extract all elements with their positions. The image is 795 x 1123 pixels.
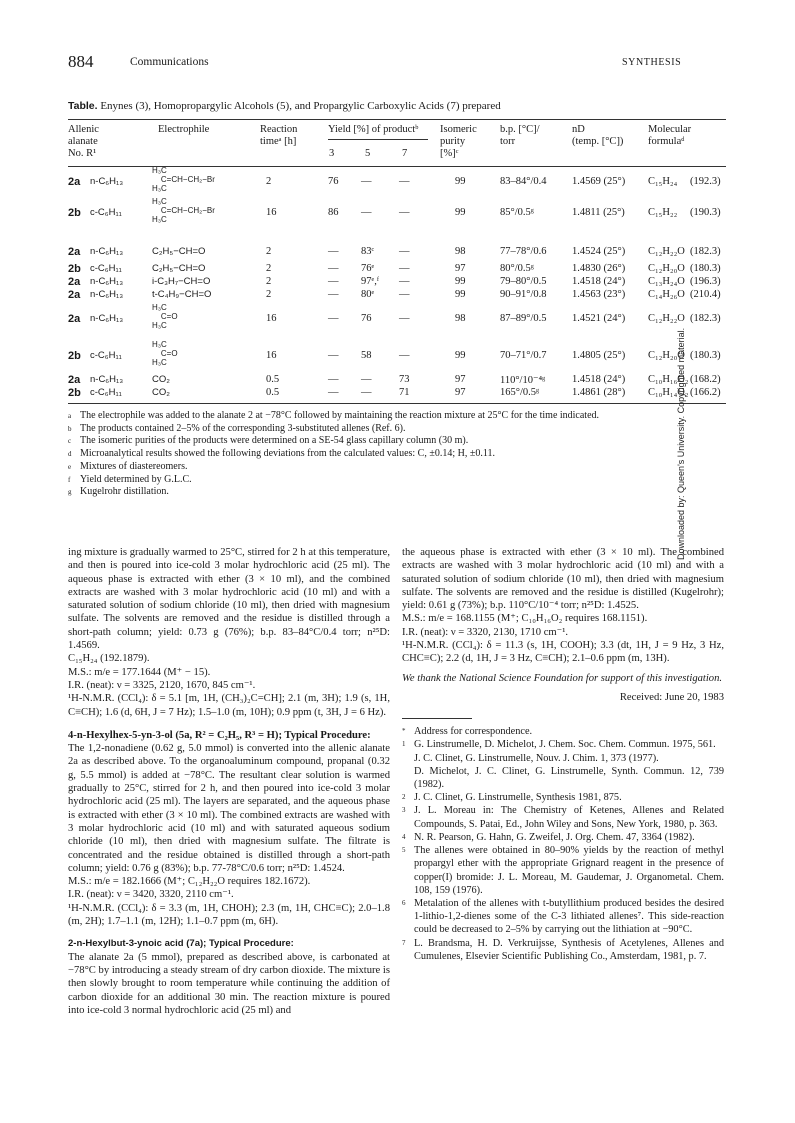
paragraph: ¹H-N.M.R. (CCl₄): δ = 5.1 [m, 1H, (CH₃)₂C=CH]; 2.1 (m, 3H); 1.9 (s, 1H, C≡CH); 1.6 (d, 6H, J = 7 Hz); 1.5–1.0 (m, 10H); 0.9 ppm (t, 3H, J = 6 Hz).: [68, 693, 390, 718]
table-cell-bp: 77–78°/0.6: [500, 246, 547, 257]
footnote-mark: f: [68, 475, 71, 484]
paragraph: ¹H-N.M.R. (CCl₄): δ = 3.3 (m, 1H, CHOH); 2.3 (m, 1H, CHC≡C); 2.0–1.8 (m, 2H); 1.7–1.1 (m, 12H); 1.1–0.7 ppm (m, 6H).: [68, 902, 390, 928]
table-cell-purity: 98: [455, 313, 466, 324]
table-cell-formula: C₁₀H₁₄O₂: [648, 387, 689, 398]
table-cell-y3: 86: [328, 207, 339, 218]
table-cell-no: 2b: [68, 207, 81, 219]
col-header-bp: b.p. [°C]/ torr: [500, 124, 540, 147]
table-cell-time: 2: [266, 289, 272, 300]
section-title: Communications: [130, 56, 209, 68]
table-cell-bp: 83–84°/0.4: [500, 176, 547, 187]
table-cell-y3: 76: [328, 176, 339, 187]
table-cell-no: 2a: [68, 246, 81, 258]
table-cell-purity: 99: [455, 276, 466, 287]
reference-item: [402, 765, 724, 791]
paragraph: M.S.: m/e = 182.1666 (M⁺; C₁₂H₂₂O requires 182.1672).: [68, 876, 311, 888]
footnote-mark: a: [68, 412, 72, 420]
table-cell-formula: C₁₄H₂₆O: [648, 289, 685, 300]
footnote-text: Yield determined by G.L.C.: [80, 473, 192, 485]
paragraph: The 1,2-nonadiene (0.62 g, 5.0 mmol) is converted into the allenic alanate 2a as described above. To the organoaluminum compound, propanal (0.32 g, 5.5 mmol) is added at −78°C. The resultant clear solution is warmed gradually to 25°C, stirred for 2 h, and then poured into ice-cold 3 molar hydrochloric acid (25 ml). The layers are separated, and the aqueous phase is extracted with ether (3 × 10 ml). The combined extracts are washed with 3 molar hydrochloric acid (10 ml) and with saturated aqueous sodium chloride (10 ml), then dried with magnesium sulfate. The filtrate is concentrated and the residue obtained is distilled through a short-path column; yield: 0.76 g (83%); b.p. 77-78°C/0.6 torr; n²⁵D: 1.4524.: [68, 743, 390, 874]
table-cell-y7: —: [399, 276, 410, 287]
table-cell-time: 2: [266, 176, 272, 187]
col-header-y7: 7: [402, 148, 408, 159]
reference-item: [402, 897, 724, 937]
reference-mark: 1: [402, 740, 406, 749]
paragraph: I.R. (neat): ν = 3325, 2120, 1670, 845 cm⁻¹.: [68, 679, 256, 691]
col-header-allenic: Allenic alanate No. R¹: [68, 124, 99, 159]
footnote-mark: c: [68, 437, 72, 446]
reference-item: [402, 831, 724, 844]
col-header-yield: Yield [%] of productᵇ: [328, 124, 419, 135]
table-footnote: [68, 423, 405, 436]
paragraph: I.R. (neat): ν = 3320, 2130, 1710 cm⁻¹.: [402, 626, 569, 638]
table-cell-mw: (196.3): [690, 276, 721, 287]
reference-item: [402, 725, 724, 738]
table-cell-electrophile: CO₂: [152, 374, 170, 385]
table-cell-bp: 85°/0.5ᵍ: [500, 207, 534, 218]
reference-item: [402, 844, 724, 897]
table-cell-electrophile: C₂H₅−CH=O: [152, 246, 206, 257]
table-cell-nd: 1.4521 (24°): [572, 313, 626, 324]
table-cell-electrophile: H₃C C=O H₃C: [152, 303, 178, 330]
table-cell-purity: 99: [455, 207, 466, 218]
footnote-text: Kugelrohr distillation.: [80, 486, 169, 498]
table-cell-y7: —: [399, 246, 410, 257]
paragraph: M.S.: m/e = 168.1155 (M⁺; C₁₀H₁₆O₂ requires 168.1151).: [402, 613, 648, 625]
reference-text: G. Linstrumelle, D. Michelot, J. Chem. Soc. Chem. Commun. 1975, 561.: [414, 739, 716, 751]
table-cell-nd: 1.4811 (25°): [572, 207, 625, 218]
reference-mark: 5: [402, 846, 406, 855]
yield-subrule: [328, 139, 428, 140]
table-caption-label: Table.: [68, 100, 98, 112]
left-column: [68, 546, 390, 1017]
table-cell-r: n-C₆H₁₃: [90, 374, 124, 385]
table-caption-text: Enynes (3), Homopropargylic Alcohols (5), and Propargylic Carboxylic Acids (7) prepared: [100, 100, 501, 112]
table-cell-r: c-C₆H₁₁: [90, 263, 122, 274]
table-cell-nd: 1.4518 (24°): [572, 276, 626, 287]
table-cell-r: n-C₆H₁₃: [90, 313, 124, 324]
table-cell-mw: (180.3): [690, 350, 721, 361]
reference-text: J. C. Clinet, G. Linstrumelle, Synthesis 1981, 875.: [414, 792, 622, 804]
table-cell-y7: 71: [399, 387, 410, 398]
table-cell-y5: 76: [361, 313, 372, 324]
table-caption: [68, 100, 501, 112]
table-footnote: [68, 448, 495, 461]
table-cell-electrophile: H₃C C=CH−CH₂−Br H₃C: [152, 197, 215, 224]
table-cell-bp: 110°/10⁻⁴ᵍ: [500, 375, 546, 386]
table-cell-no: 2a: [68, 289, 81, 301]
table-cell-y3: —: [328, 350, 339, 361]
table-cell-electrophile: H₃C C=O H₃C: [152, 340, 178, 367]
table-cell-no: 2a: [68, 313, 81, 325]
table-cell-no: 2b: [68, 350, 81, 362]
reference-text: J. L. Moreau in: The Chemistry of Ketenes, Allenes and Related Compounds, S. Patai, Ed., John Wiley and Sons, New York, 1980, p. 363.: [414, 805, 724, 830]
table-footnote: [68, 486, 169, 499]
table-cell-time: 16: [266, 207, 277, 218]
paragraph: ¹H-N.M.R. (CCl₄): δ = 11.3 (s, 1H, COOH); 3.3 (dt, 1H, J = 9 Hz, 3 Hz, CHC≡C); 2.2 (d, 1H, J = 3 Hz, C≡CH); 2.1–0.6 ppm (m, 13H).: [402, 640, 724, 665]
table-cell-electrophile: t-C₄H₉−CH=O: [152, 289, 212, 300]
table-cell-nd: 1.4518 (24°): [572, 374, 626, 385]
table-cell-y7: —: [399, 176, 410, 187]
table-footnote: [68, 461, 187, 474]
paragraph: I.R. (neat): ν = 3420, 3320, 2110 cm⁻¹.: [68, 889, 234, 901]
table-cell-bp: 165°/0.5ᵍ: [500, 387, 540, 398]
table-cell-r: c-C₆H₁₁: [90, 387, 122, 398]
table-cell-mw: (168.2): [690, 374, 721, 385]
footnote-mark: e: [68, 462, 72, 471]
table-cell-y5: —: [361, 207, 372, 218]
table-cell-y5: —: [361, 387, 372, 398]
paragraph: The alanate 2a (5 mmol), prepared as described above, is carbonated at −78°C by introducing a steady stream of dry carbon dioxide. The mixture is then slowly brought to room temperature while continuing the addition of carbon dioxide for an additional 30 min. The reaction mixture is poured into ice-cold 3 normal hydrochloric acid (25 ml) and: [68, 951, 390, 1016]
table-cell-time: 2: [266, 263, 272, 274]
table-cell-mw: (166.2): [690, 387, 721, 398]
table-cell-nd: 1.4861 (28°): [572, 387, 626, 398]
table-cell-purity: 99: [455, 176, 466, 187]
col-header-electrophile: Electrophile: [158, 124, 210, 135]
paragraph: M.S.: m/e = 177.1644 (M⁺ − 15).: [68, 666, 211, 678]
table-cell-y3: —: [328, 246, 339, 257]
table-cell-mw: (190.3): [690, 207, 721, 218]
footnote-text: Microanalytical results showed the following deviations from the calculated values: C, ±0.14; H, ±0.11.: [80, 448, 495, 460]
reference-text: The allenes were obtained in 80–90% yields by the reaction of methyl propargyl ether with the appropriate Grignard reagent in the presence of copper(I) bromide: J. L. Moreau, M. Gaudemar, J. Organometal. Chem. 108, 159 (1976).: [414, 845, 724, 896]
footnote-text: The electrophile was added to the alanate 2 at −78°C followed by maintaining the reaction mixture at 25°C for the time indicated.: [80, 410, 600, 421]
table-cell-y5: —: [361, 374, 372, 385]
table-cell-y5: —: [361, 176, 372, 187]
section-heading: 4-n-Hexylhex-5-yn-3-ol (5a, R² = C₂H₅, R³ = H); Typical Procedure:: [68, 729, 371, 741]
table-cell-electrophile: CO₂: [152, 387, 170, 398]
table-cell-bp: 79–80°/0.5: [500, 276, 547, 287]
right-column: [402, 546, 724, 963]
reference-mark: 2: [402, 793, 406, 802]
footnote-text: Mixtures of diastereomers.: [80, 460, 188, 472]
reference-item: [402, 752, 724, 765]
reference-text: Address for correspondence.: [414, 726, 533, 738]
table-cell-nd: 1.4569 (25°): [572, 176, 626, 187]
table-cell-r: c-C₆H₁₁: [90, 350, 122, 361]
col-header-isomeric: Isomeric purity [%]ᶜ: [440, 124, 477, 159]
reference-item: [402, 937, 724, 963]
table-cell-mw: (192.3): [690, 176, 721, 187]
table-cell-electrophile: i-C₃H₇−CH=O: [152, 276, 211, 287]
table-cell-formula: C₁₃H₂₄O: [648, 276, 685, 287]
table-cell-no: 2a: [68, 176, 81, 188]
table-cell-y7: —: [399, 207, 410, 218]
reference-mark: 4: [402, 832, 406, 841]
table-cell-y3: —: [328, 289, 339, 300]
paragraph: C₁₅H₂₄ (192.1879).: [68, 653, 150, 665]
references-rule: [402, 718, 472, 719]
table-cell-formula: C₁₂H₂₀O: [648, 263, 685, 274]
paragraph: the aqueous phase is extracted with ether (3 × 10 ml). The combined extracts are washed with 3 molar hydrochloric acid (10 ml) and with a saturated solution of sodium chloride (10 ml), then dried with magnesium sulfate. The solvents are removed and the residue is distilled (Kugelrohr); yield: 0.61 g (73%); b.p. 110°C/10⁻⁴ torr; n²⁵D: 1.4525.: [402, 547, 724, 612]
table-bottom-rule: [68, 403, 726, 404]
table-cell-time: 0.5: [266, 387, 280, 398]
col-header-formula: Molecular formulaᵈ: [648, 124, 692, 147]
table-footnote: [68, 474, 192, 487]
table-cell-nd: 1.4805 (25°): [572, 350, 626, 361]
table-cell-electrophile: C₂H₅−CH=O: [152, 263, 206, 274]
table-cell-purity: 97: [455, 263, 466, 274]
reference-text: N. R. Pearson, G. Hahn, G. Zweifel, J. Org. Chem. 47, 3364 (1982).: [414, 831, 695, 843]
table-cell-purity: 97: [455, 374, 466, 385]
table-cell-formula: C₁₂H₂₀O: [648, 350, 685, 361]
reference-mark: 3: [402, 806, 406, 815]
table-cell-time: 2: [266, 246, 272, 257]
col-header-nd: nD (temp. [°C]): [572, 124, 624, 147]
table-footnote: [68, 435, 468, 448]
table-cell-y7: —: [399, 289, 410, 300]
reference-text: Metalation of the allenes with t-butyllithium produced besides the desired 1-lithio-1,2-dienes some of the C-3 lithiated allenes⁷. This side-reaction could be decreased to 2–5% by carrying out the lithiation at −90°C.: [414, 897, 724, 936]
table-cell-mw: (210.4): [690, 289, 721, 300]
footnote-mark: b: [68, 424, 72, 433]
table-cell-purity: 99: [455, 350, 466, 361]
reference-text: L. Brandsma, H. D. Verkruijsse, Synthesis of Acetylenes, Allenes and Cumulenes, Elsevier Scientific Publishing Co., Amsterdam, 1981, p. 7.: [414, 937, 724, 962]
reference-item: [402, 738, 724, 751]
table-cell-no: 2b: [68, 263, 81, 275]
table-cell-y5: 76ᵉ: [361, 263, 375, 274]
table-cell-r: n-C₆H₁₃: [90, 289, 124, 300]
table-cell-y5: 58: [361, 350, 372, 361]
col-header-y5: 5: [365, 148, 371, 159]
footnote-mark: g: [68, 488, 72, 497]
table-cell-formula: C₁₅H₂₂: [648, 207, 678, 218]
reference-item: [402, 791, 724, 804]
acknowledgement: We thank the National Science Foundation for support of this investigation.: [402, 672, 723, 684]
table-cell-formula: C₁₀H₁₆O₂: [648, 374, 689, 385]
table-cell-electrophile: H₃C C=CH−CH₂−Br H₃C: [152, 166, 215, 193]
journal-name: SYNTHESIS: [622, 57, 682, 68]
table-cell-time: 2: [266, 276, 272, 287]
table-cell-y3: —: [328, 276, 339, 287]
table-cell-y7: —: [399, 350, 410, 361]
table-cell-y5: 97ᵉ,ᶠ: [361, 276, 380, 287]
section-heading: 2-n-Hexylbut-3-ynoic acid (7a); Typical Procedure:: [68, 938, 294, 950]
table-cell-nd: 1.4524 (25°): [572, 246, 626, 257]
table-cell-formula: C₁₂H₂₂O: [648, 313, 685, 324]
table-cell-purity: 99: [455, 289, 466, 300]
footnote-text: The products contained 2–5% of the corresponding 3-substituted allenes (Ref. 6).: [80, 422, 406, 434]
table-cell-r: n-C₆H₁₃: [90, 276, 124, 287]
table-footnote: [68, 410, 599, 423]
page-number: 884: [68, 52, 94, 71]
table-cell-r: n-C₆H₁₃: [90, 176, 124, 187]
table-cell-bp: 70–71°/0.7: [500, 350, 547, 361]
table-cell-no: 2a: [68, 374, 81, 386]
table-cell-bp: 80°/0.5ᵍ: [500, 263, 534, 274]
table-cell-y5: 83ᶜ: [361, 246, 375, 257]
table-cell-mw: (180.3): [690, 263, 721, 274]
reference-item: [402, 804, 724, 830]
reference-text: J. C. Clinet, G. Linstrumelle, Nouv. J. Chim. 1, 373 (1977).: [414, 752, 659, 764]
footnote-text: The isomeric purities of the products were determined on a SE-54 glass capillary column (30 m).: [80, 435, 469, 447]
reference-mark: 7: [402, 938, 406, 947]
table-cell-y3: —: [328, 263, 339, 274]
table-cell-bp: 90–91°/0.8: [500, 289, 547, 300]
table-cell-time: 16: [266, 350, 277, 361]
table-cell-nd: 1.4563 (23°): [572, 289, 626, 300]
table-cell-purity: 97: [455, 387, 466, 398]
table-cell-purity: 98: [455, 246, 466, 257]
table-cell-time: 16: [266, 313, 277, 324]
table-cell-y7: 73: [399, 374, 410, 385]
table-cell-no: 2a: [68, 276, 81, 288]
references: [402, 725, 724, 963]
table-cell-y3: —: [328, 374, 339, 385]
col-header-y3: 3: [329, 148, 335, 159]
table-cell-y7: —: [399, 313, 410, 324]
table-cell-no: 2b: [68, 387, 81, 399]
table-cell-nd: 1.4830 (26°): [572, 263, 626, 274]
table-cell-mw: (182.3): [690, 246, 721, 257]
reference-mark: 6: [402, 898, 406, 907]
table-top-rule: [68, 119, 726, 120]
table-cell-formula: C₁₅H₂₄: [648, 176, 678, 187]
reference-text: D. Michelot, J. C. Clinet, G. Linstrumelle, Synth. Commun. 12, 739 (1982).: [414, 765, 724, 791]
reference-mark: *: [402, 727, 406, 736]
table-cell-time: 0.5: [266, 374, 280, 385]
table-cell-r: n-C₆H₁₃: [90, 246, 124, 257]
col-header-reaction-time: Reaction timeᵃ [h]: [260, 124, 298, 147]
footnote-mark: d: [68, 450, 72, 459]
table-cell-bp: 87–89°/0.5: [500, 313, 547, 324]
download-watermark: Downloaded by: Queen's University. Copyrighted material.: [676, 327, 686, 560]
table-cell-r: c-C₆H₁₁: [90, 207, 122, 218]
table-cell-y3: —: [328, 313, 339, 324]
received-date: Received: June 20, 1983: [619, 691, 724, 703]
table-cell-y3: —: [328, 387, 339, 398]
table-cell-formula: C₁₂H₂₂O: [648, 246, 685, 257]
table-cell-y5: 80ᵉ: [361, 289, 375, 300]
table-cell-y7: —: [399, 263, 410, 274]
table-cell-mw: (182.3): [690, 313, 721, 324]
paragraph: ing mixture is gradually warmed to 25°C, stirred for 2 h at this temperature, and then is poured into ice-cold 3 molar hydrochloric acid (25 ml). The aqueous phase is extracted with ether (3 × 10 ml), and the combined extracts are washed with 3 molar hydrochloric acid (10 ml) and with a saturated solution of sodium chloride (10 ml), then dried with magnesium sulfate. The solvents are removed and the residue is distilled through a short-path column; yield: 0.73 g (76%); b.p. 83–84°C/0.4 torr; n²⁵D: 1.4569.: [68, 547, 390, 652]
